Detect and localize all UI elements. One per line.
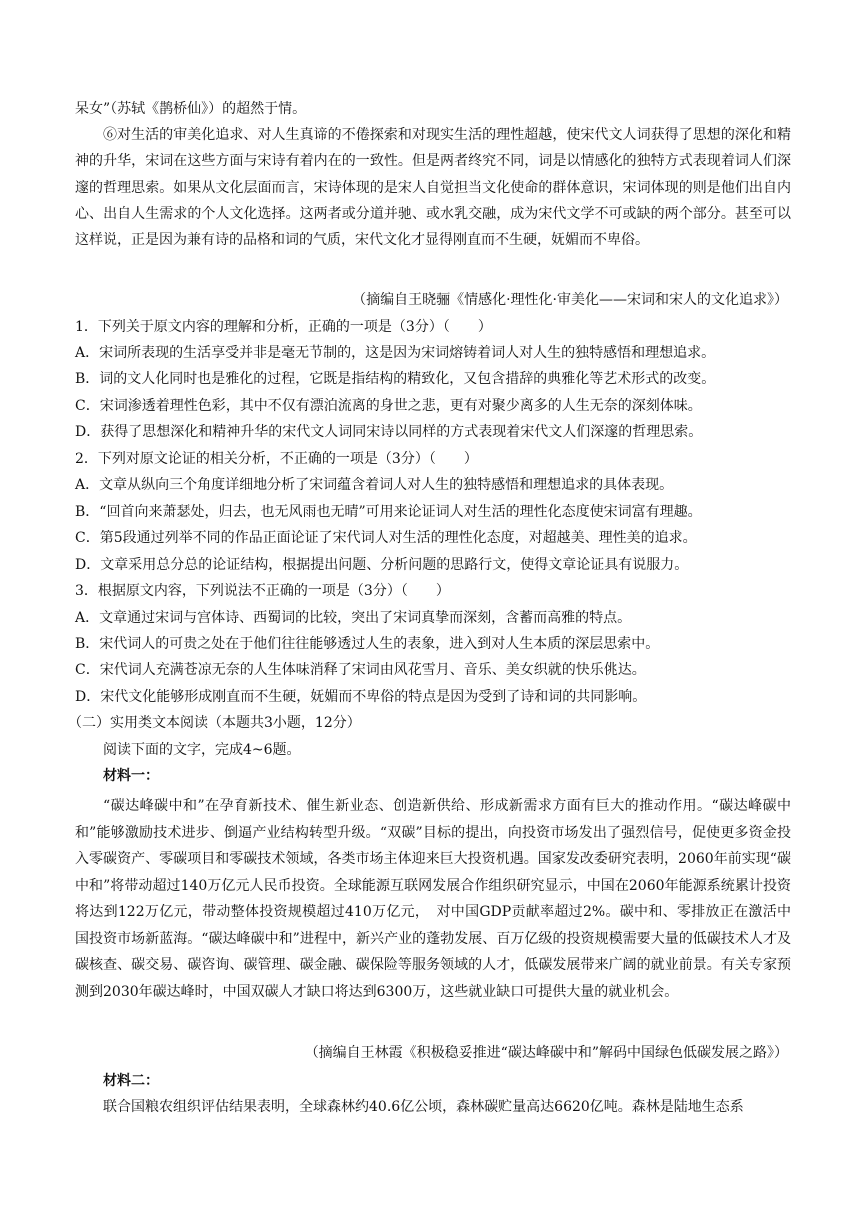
question-1-option-c: C．宋词渗透着理性色彩，其中不仅有漂泊流离的身世之悲，更有对聚少离多的人生无奈的深刻体味。 [75, 398, 702, 414]
question-2-stem: 2．下列对原文论证的相关分析，不正确的一项是（3分）（ ） [75, 451, 478, 467]
source-citation-2: （摘编自王林霞《积极稳妥推进“碳达峰碳中和”解码中国绿色低碳发展之路》） [304, 1045, 788, 1061]
question-2-option-c: C．第5段通过列举不同的作品正面论证了宋代词人对生活的理性化态度，对超越美、理性美的追求。 [75, 530, 697, 546]
source-citation-1: （摘编自王晓骊《情感化·理性化·审美化——宋词和宋人的文化追求》） [352, 292, 788, 308]
question-1-stem: 1．下列关于原文内容的理解和分析，正确的一项是（3分）（ ） [75, 319, 492, 335]
reading-instruction: 阅读下面的文字，完成4~6题。 [103, 742, 301, 758]
continued-text-line: 呆女”（苏轼《鹊桥仙》）的超然于情。 [75, 101, 307, 117]
question-3-option-c: C．宋代词人充满苍凉无奈的人生体味消释了宋词由风花雪月、音乐、美女织就的快乐佻达。 [75, 662, 646, 678]
question-3-stem: 3．根据原文内容，下列说法不正确的一项是（3分）（ ） [75, 583, 450, 599]
question-1-option-b: B．词的文人化同时也是雅化的过程，它既是指结构的精致化，又包含措辞的典雅化等艺术形式的改变。 [75, 371, 716, 387]
paragraph-6: ⑥对生活的审美化追求、对人生真谛的不倦探索和对现实生活的理性超越，使宋代文人词获得了思想的深化和精神的升华，宋词在这些方面与宋诗有着内在的一致性。但是两者终究不同，词是以情感化的独特方式表现着词人们深邃的哲理思索。如果从文化层面而言，宋诗体现的是宋人自觉担当文化使命的群体意识，宋词体现的则是他们出自内心、出自人生需求的个人文化选择。这两者或分道并驰、或水乳交融，成为宋代文学不可或缺的两个部分。甚至可以这样说，正是因为兼有诗的品格和词的气质，宋代文化才显得刚直而不生硬，妩媚而不卑俗。 [75, 127, 791, 249]
material-1-label: 材料一： [103, 768, 159, 784]
question-2-option-a: A．文章从纵向三个角度详细地分析了宋词蕴含着词人对人生的独特感悟和理想追求的具体表现。 [75, 477, 674, 493]
section-2-title: （二）实用类文本阅读（本题共3小题，12分） [68, 715, 361, 731]
question-3-option-a: A．文章通过宋词与宫体诗、西蜀词的比较，突出了宋词真挚而深刻，含蓄而高雅的特点。 [75, 610, 632, 626]
question-1-option-d: D．获得了思想深化和精神升华的宋代文人词同宋诗以同样的方式表现着宋代文人们深邃的哲理思索。 [75, 424, 703, 440]
question-2-option-b: B．“回首向来萧瑟处，归去，也无风雨也无晴”可用来论证词人对生活的理性化态度使宋词富有理趣。 [75, 504, 702, 520]
material-2-label: 材料二： [103, 1073, 159, 1089]
question-1-option-a: A．宋词所表现的生活享受并非是毫无节制的，这是因为宋词熔铸着词人对人生的独特感悟和理想追求。 [75, 345, 716, 361]
question-2-option-d: D．文章采用总分总的论证结构，根据提出问题、分析问题的思路行文，使得文章论证具有说服力。 [75, 557, 689, 573]
question-3-option-d: D．宋代文化能够形成刚直而不生硬，妩媚而不卑俗的特点是因为受到了诗和词的共同影响。 [75, 689, 647, 705]
material-1-text: “碳达峰碳中和”在孕育新技术、催生新业态、创造新供给、形成新需求方面有巨大的推动作用。“碳达峰碳中和”能够激励技术进步、倒逼产业结构转型升级。“双碳”目标的提出，向投资市场发出了强烈信号，促使更多资金投入零碳资产、零碳项目和零碳技术领域，各类市场主体迎来巨大投资机遇。国家发改委研究表明，2060年前实现“碳中和”将带动超过140万亿元人民币投资。全球能源互联网发展合作组织研究显示，中国在2060年能源系统累计投资将达到122万亿元，带动整体投资规模超过410万亿元， 对中国GDP贡献率超过2%。碳中和、零排放正在激活中国投资市场新蓝海。“碳达峰碳中和”进程中，新兴产业的蓬勃发展、百万亿级的投资规模需要大量的低碳技术人才及碳核查、碳交易、碳咨询、碳管理、碳金融、碳保险等服务领域的人才，低碳发展带来广阔的就业前景。有关专家预测到2030年碳达峰时，中国双碳人才缺口将达到6300万，这些就业缺口可提供大量的就业机会。 [75, 798, 791, 1000]
material-2-text: 联合国粮农组织评估结果表明，全球森林约40.6亿公顷，森林碳贮量高达6620亿吨。森林是陆地生态系 [103, 1099, 744, 1115]
question-3-option-b: B．宋代词人的可贵之处在于他们往往能够透过人生的表象，进入到对人生本质的深层思索中。 [75, 636, 660, 652]
